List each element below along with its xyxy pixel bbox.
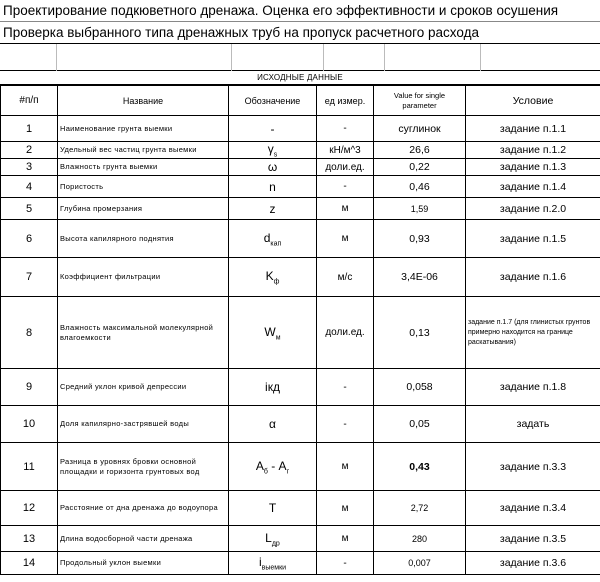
symbol-main: А (255, 458, 264, 473)
row-name[interactable]: Разница в уровнях бровки основной площадки и горизонта грунтовых вод (58, 443, 229, 491)
symbol-main: - (270, 121, 275, 136)
row-num[interactable]: 6 (1, 220, 58, 258)
table-body (1, 116, 600, 575)
row-condition[interactable]: задание п.3.6 (466, 552, 600, 575)
row-name[interactable]: Высота капилярного поднятия (58, 220, 229, 258)
row-symbol[interactable] (229, 406, 317, 443)
row-name[interactable]: Доля капилярно-застрявшей воды (58, 406, 229, 443)
main-title: Проектирование подкюветного дренажа. Оценка его эффективности и сроков осушения (0, 0, 600, 22)
header-name[interactable]: Название (58, 86, 229, 116)
row-unit[interactable]: - (317, 552, 374, 575)
row-condition[interactable]: задание п.1.8 (466, 369, 600, 406)
row-num[interactable]: 1 (1, 116, 58, 142)
row-symbol[interactable] (229, 297, 317, 369)
table-row (1, 159, 600, 176)
row-value[interactable]: 3,4E-06 (374, 258, 466, 297)
blank-row (0, 44, 600, 71)
row-num[interactable]: 8 (1, 297, 58, 369)
symbol-subscript: кап (270, 240, 282, 248)
table-row (1, 176, 600, 198)
row-name[interactable]: Влажность максимальной молекулярной влагоемкости (58, 297, 229, 369)
header-row (1, 86, 600, 116)
table-row (1, 406, 600, 443)
symbol-main: K (265, 269, 274, 284)
table-row (1, 297, 600, 369)
row-condition[interactable]: задание п.3.4 (466, 491, 600, 526)
row-condition[interactable]: задание п.1.6 (466, 258, 600, 297)
row-value[interactable]: 0,43 (374, 443, 466, 491)
row-value[interactable]: 0,46 (374, 176, 466, 198)
row-name[interactable]: Средний уклон кривой депрессии (58, 369, 229, 406)
table-row (1, 220, 600, 258)
symbol-main: z (269, 201, 276, 216)
row-symbol[interactable] (229, 369, 317, 406)
row-num[interactable]: 7 (1, 258, 58, 297)
row-num[interactable]: 3 (1, 159, 58, 176)
row-num[interactable]: 9 (1, 369, 58, 406)
row-value[interactable]: 1,59 (374, 198, 466, 220)
row-condition[interactable]: задание п.1.5 (466, 220, 600, 258)
row-num[interactable]: 13 (1, 526, 58, 552)
row-num[interactable]: 2 (1, 142, 58, 159)
section-label: ИСХОДНЫЕ ДАННЫЕ (0, 71, 600, 85)
row-symbol[interactable] (229, 220, 317, 258)
header-condition[interactable]: Условие (466, 86, 600, 116)
blank-cell[interactable] (57, 44, 232, 71)
blank-cell[interactable] (385, 44, 481, 71)
row-condition[interactable]: задание п.3.3 (466, 443, 600, 491)
row-value[interactable]: 0,22 (374, 159, 466, 176)
symbol-main: iкд (265, 380, 280, 395)
row-unit[interactable]: м (317, 443, 374, 491)
row-symbol[interactable] (229, 142, 317, 159)
row-condition[interactable]: задание п.3.5 (466, 526, 600, 552)
row-symbol[interactable] (229, 552, 317, 575)
data-table (0, 85, 600, 575)
row-unit[interactable]: доли.ед. (317, 159, 374, 176)
row-condition[interactable]: задание п.1.1 (466, 116, 600, 142)
header-symbol[interactable]: Обозначение (229, 86, 317, 116)
row-name[interactable]: Коэффициент фильтрации (58, 258, 229, 297)
row-symbol[interactable] (229, 491, 317, 526)
row-value[interactable]: 0,05 (374, 406, 466, 443)
row-value[interactable]: 0,93 (374, 220, 466, 258)
row-name[interactable]: Глубина промерзания (58, 198, 229, 220)
row-condition[interactable]: задание п.1.3 (466, 159, 600, 176)
symbol-main: ω (267, 160, 278, 175)
row-unit[interactable]: м (317, 220, 374, 258)
table-row (1, 142, 600, 159)
symbol-subscript: б (263, 468, 268, 476)
symbol-subscript: др (271, 540, 280, 548)
table-row (1, 491, 600, 526)
symbol-main: α (269, 417, 276, 432)
row-unit[interactable]: кН/м^3 (317, 142, 374, 159)
row-num[interactable]: 5 (1, 198, 58, 220)
row-num[interactable]: 11 (1, 443, 58, 491)
table-row (1, 552, 600, 575)
row-unit[interactable]: доли.ед. (317, 297, 374, 369)
row-symbol[interactable] (229, 258, 317, 297)
row-condition[interactable]: задание п.1.4 (466, 176, 600, 198)
table-row (1, 526, 600, 552)
table-row (1, 116, 600, 142)
row-num[interactable]: 4 (1, 176, 58, 198)
row-unit[interactable]: м (317, 526, 374, 552)
symbol-main: L (265, 530, 272, 545)
row-symbol[interactable] (229, 443, 317, 491)
row-name[interactable]: Пористость (58, 176, 229, 198)
symbol-main: W (264, 324, 276, 339)
symbol-main: T (268, 501, 277, 516)
row-condition[interactable]: задание п.1.2 (466, 142, 600, 159)
symbol-main: γ (267, 142, 274, 156)
header-num[interactable]: #п/п (1, 86, 58, 116)
symbol-subscript: м (275, 334, 281, 342)
row-name[interactable]: Влажность грунта выемки (58, 159, 229, 176)
row-num[interactable]: 14 (1, 552, 58, 575)
symbol-subscript: ф (273, 278, 280, 286)
row-value[interactable]: 0,007 (374, 552, 466, 575)
blank-cell[interactable] (0, 44, 57, 71)
row-name[interactable]: Наименование грунта выемки (58, 116, 229, 142)
row-num[interactable]: 12 (1, 491, 58, 526)
symbol-main: i (258, 555, 262, 570)
row-unit[interactable]: м (317, 198, 374, 220)
row-name[interactable]: Длина водосборной части дренажа (58, 526, 229, 552)
row-symbol[interactable] (229, 198, 317, 220)
blank-cell[interactable] (324, 44, 385, 71)
row-name[interactable]: Расстояние от дна дренажа до водоупора (58, 491, 229, 526)
symbol-main: d (263, 230, 271, 245)
header-unit[interactable]: ед измер. (317, 86, 374, 116)
row-unit[interactable]: - (317, 406, 374, 443)
table-row (1, 198, 600, 220)
row-symbol[interactable] (229, 526, 317, 552)
row-unit[interactable]: - (317, 369, 374, 406)
table-row (1, 258, 600, 297)
row-num[interactable]: 10 (1, 406, 58, 443)
table-row (1, 369, 600, 406)
row-unit[interactable]: - (317, 116, 374, 142)
row-value[interactable]: 280 (374, 526, 466, 552)
table-row (1, 443, 600, 491)
blank-cell[interactable] (232, 44, 324, 71)
symbol-main: n (269, 179, 276, 194)
row-condition[interactable]: задать (466, 406, 600, 443)
symbol-subscript: выемки (261, 564, 287, 572)
row-symbol[interactable] (229, 176, 317, 198)
row-value[interactable]: 26,6 (374, 142, 466, 159)
row-unit[interactable]: м/с (317, 258, 374, 297)
symbol-subscript: s (273, 151, 278, 159)
row-symbol[interactable] (229, 116, 317, 142)
row-unit[interactable]: м (317, 491, 374, 526)
row-value[interactable]: 0,13 (374, 297, 466, 369)
row-value[interactable]: суглинок (374, 116, 466, 142)
row-condition[interactable]: задание п.2.0 (466, 198, 600, 220)
sub-title: Проверка выбранного типа дренажных труб на пропуск расчетного расхода (0, 22, 600, 44)
symbol-subscript-2: г (286, 468, 290, 476)
row-name[interactable]: Продольный уклон выемки (58, 552, 229, 575)
symbol-main-2: - А (267, 458, 287, 473)
row-name[interactable]: Удельный вес частиц грунта выемки (58, 142, 229, 159)
row-condition[interactable]: задание п.1.7 (для глинистых грунтов примерно находится на границе раскатывания) (466, 297, 600, 369)
row-value[interactable]: 0,058 (374, 369, 466, 406)
header-value[interactable]: Value for single parameter (374, 86, 466, 116)
row-value[interactable]: 2,72 (374, 491, 466, 526)
row-unit[interactable]: - (317, 176, 374, 198)
row-symbol[interactable] (229, 159, 317, 176)
